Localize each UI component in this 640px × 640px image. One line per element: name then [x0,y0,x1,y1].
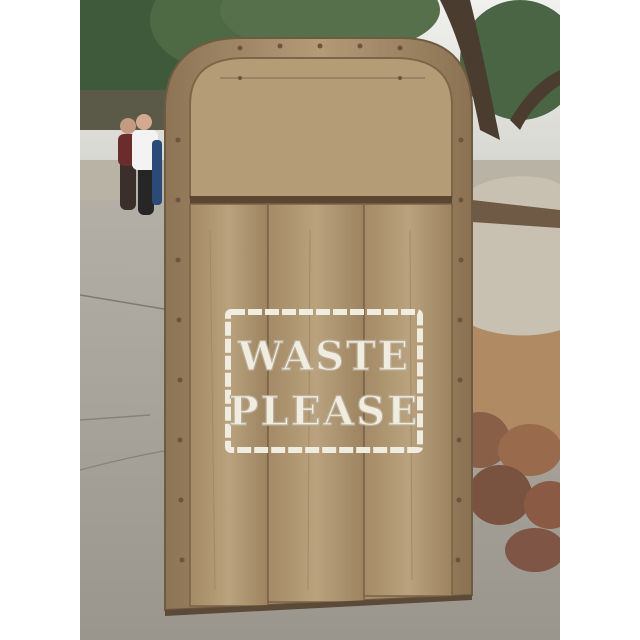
boulder [470,176,560,335]
scene [80,0,560,640]
photo [80,0,560,640]
sign-line-2: PLEASE [228,388,420,435]
trash-bin [165,38,472,616]
sign-line-1: WASTE [237,333,411,380]
